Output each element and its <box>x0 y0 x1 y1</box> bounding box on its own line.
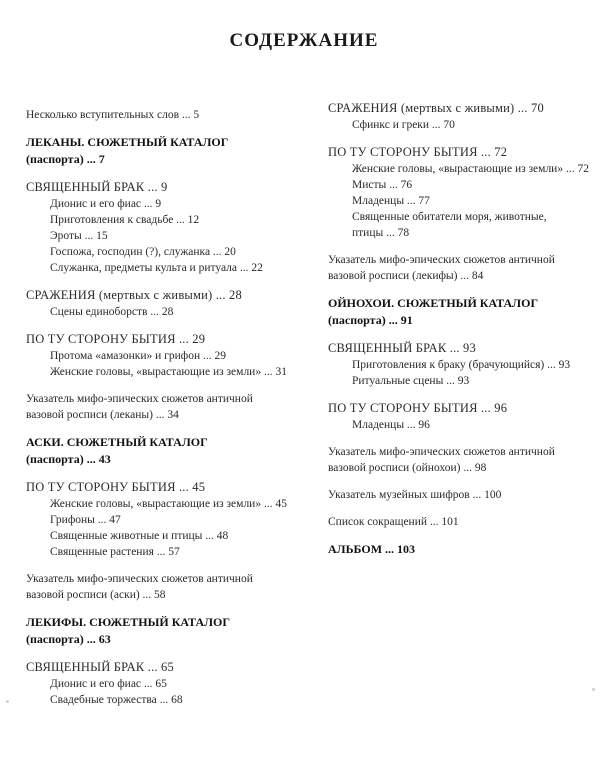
toc-entry-sub[interactable]: Младенцы ... 96 <box>352 419 430 431</box>
toc-entry-catalog[interactable]: АСКИ. СЮЖЕТНЫЙ КАТАЛОГ (паспорта) ... 43 <box>26 435 208 466</box>
toc-entry-sub[interactable]: Грифоны ... 47 <box>50 514 121 526</box>
toc-entry-index[interactable]: Указатель мифо-эпических сюжетов античной вазовой росписи (ойнохои) ... 98 <box>328 446 555 474</box>
toc-entry-sub[interactable]: Госпожа, господин (?), служанка ... 20 <box>50 246 236 258</box>
toc-entry-section[interactable]: ПО ТУ СТОРОНУ БЫТИЯ ... 45 <box>26 480 206 494</box>
toc-entry-section[interactable]: ПО ТУ СТОРОНУ БЫТИЯ ... 96 <box>328 401 508 415</box>
toc-entry-index[interactable]: Указатель мифо-эпических сюжетов античной вазовой росписи (лекифы) ... 84 <box>328 254 555 282</box>
toc-right-column <box>328 100 600 558</box>
toc-entry-sub[interactable]: Женские головы, «вырастающие из земли» ... 72 <box>352 163 589 175</box>
toc-entry-sub[interactable]: Женские головы, «вырастающие из земли» ... 31 <box>50 366 287 378</box>
toc-entry-sub[interactable]: Приготовления к свадьбе ... 12 <box>50 214 200 226</box>
toc-entry-sub[interactable]: Эроты ... 15 <box>50 230 108 242</box>
page-title: СОДЕРЖАНИЕ <box>229 30 379 51</box>
toc-entry-catalog[interactable]: ЛЕКИФЫ. СЮЖЕТНЫЙ КАТАЛОГ (паспорта) ... 63 <box>26 615 231 646</box>
toc-entry-sub[interactable]: Сфинкс и греки ... 70 <box>352 119 455 131</box>
toc-entry-sub[interactable]: Женские головы, «вырастающие из земли» ... 45 <box>50 498 287 510</box>
toc-entry-section[interactable]: СВЯЩЕННЫЙ БРАК ... 9 <box>26 180 168 194</box>
toc-entry-sub[interactable]: Мисты ... 76 <box>352 179 413 191</box>
toc-entry-section[interactable]: ПО ТУ СТОРОНУ БЫТИЯ ... 72 <box>328 145 508 159</box>
toc-entry-catalog[interactable]: АЛЬБОМ ... 103 <box>328 542 416 556</box>
toc-entry-sub[interactable]: Дионис и его фиас ... 65 <box>50 678 167 690</box>
toc-entry-sub[interactable]: Священные растения ... 57 <box>50 546 180 558</box>
toc-left-column <box>26 107 308 708</box>
toc-entry-sub[interactable]: Служанка, предметы культа и ритуала ... 22 <box>50 262 263 274</box>
toc-entry-sub[interactable]: Дионис и его фиас ... 9 <box>50 198 162 210</box>
toc-entry-index[interactable]: Список сокращений ... 101 <box>328 516 459 528</box>
toc-entry-section[interactable]: СВЯЩЕННЫЙ БРАК ... 65 <box>26 660 174 674</box>
toc-entry-index[interactable]: Указатель мифо-эпических сюжетов античной вазовой росписи (аски) ... 58 <box>26 573 253 601</box>
toc-entry-index[interactable]: Указатель музейных шифров ... 100 <box>328 489 502 501</box>
toc-entry-index[interactable]: Указатель мифо-эпических сюжетов античной вазовой росписи (леканы) ... 34 <box>26 393 253 421</box>
toc-entry-sub[interactable]: Младенцы ... 77 <box>352 195 430 207</box>
toc-entry-section[interactable]: ПО ТУ СТОРОНУ БЫТИЯ ... 29 <box>26 332 206 346</box>
toc-entry-section[interactable]: СРАЖЕНИЯ (мертвых с живыми) ... 28 <box>26 288 242 302</box>
toc-entry-sub[interactable]: Протома «амазонки» и грифон ... 29 <box>50 350 227 362</box>
toc-entry-section[interactable]: СВЯЩЕННЫЙ БРАК ... 93 <box>328 341 476 355</box>
toc-entry[interactable]: Несколько вступительных слов ... 5 <box>26 109 200 121</box>
toc-entry-section[interactable]: СРАЖЕНИЯ (мертвых с живыми) ... 70 <box>328 101 544 115</box>
toc-entry-sub[interactable]: Приготовления к браку (брачующийся) ... 93 <box>352 359 571 371</box>
toc-entry-sub[interactable]: Священные животные и птицы ... 48 <box>50 530 229 542</box>
toc-entry-sub[interactable]: Священные обитатели моря, животные, птицы ... 78 <box>352 211 547 239</box>
toc-entry-sub[interactable]: Ритуальные сцены ... 93 <box>352 375 470 387</box>
toc-entry-catalog[interactable]: ЛЕКАНЫ. СЮЖЕТНЫЙ КАТАЛОГ (паспорта) ... 7 <box>26 135 229 166</box>
scan-speck <box>6 700 9 703</box>
toc-entry-sub[interactable]: Сцены единоборств ... 28 <box>50 306 174 318</box>
toc-entry-sub[interactable]: Свадебные торжества ... 68 <box>50 694 183 706</box>
toc-entry-catalog[interactable]: ОЙНОХОИ. СЮЖЕТНЫЙ КАТАЛОГ (паспорта) ... 91 <box>328 296 539 327</box>
scan-speck <box>592 688 595 691</box>
